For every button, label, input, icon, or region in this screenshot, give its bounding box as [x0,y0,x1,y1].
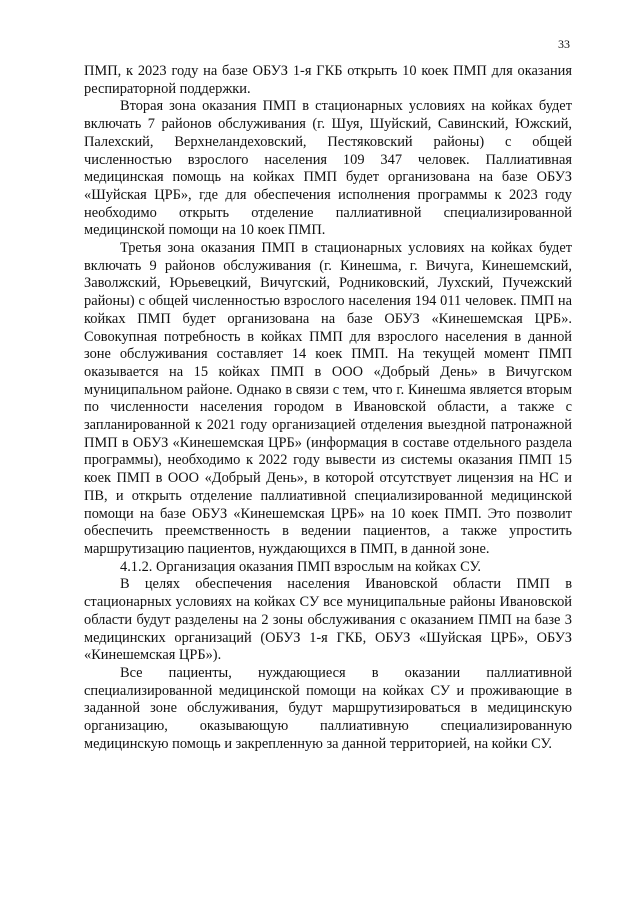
paragraph-su-zones: В целях обеспечения населения Ивановской области ПМП в стационарных условиях на койках СУ все муниципальные районы Ивановской области будут разделены на 2 зоны обслуживания с оказанием ПМП на базе 3 медицинских организаций (ОБУЗ 1-я ГКБ, ОБУЗ «Шуйская ЦРБ», ОБУЗ «Кинешемская ЦРБ»). [84,576,572,664]
paragraph-continuation: ПМП, к 2023 году на базе ОБУЗ 1-я ГКБ открыть 10 коек ПМП для оказания респираторной поддержки. [84,63,572,97]
paragraph-second-zone: Вторая зона оказания ПМП в стационарных условиях на койках будет включать 7 районов обслуживания (г. Шуя, Шуйский, Савинский, Южский, Палехский, Верхнеландеховский, Пестяковский районы) с общей численностью взрослого населения 109 347 человек. Паллиативная медицинская помощь на койках ПМП будет организована на базе ОБУЗ «Шуйская ЦРБ», где для обеспечения исполнения программы к 2023 году необходимо открыть отделение паллиативной специализированной медицинской помощи на 10 коек ПМП. [84,98,572,239]
paragraph-third-zone: Третья зона оказания ПМП в стационарных условиях на койках будет включать 9 районов обслуживания (г. Кинешма, г. Вичуга, Кинешемский, Заволжский, Юрьевецкий, Вичугский, Родниковский, Лухский, Пучежский районы) с общей численностью взрослого населения 194 011 человек. ПМП на койках ПМП будет организована на базе ОБУЗ «Кинешемская ЦРБ». Совокупная потребность в койках ПМП для взрослого населения в данной зоне обслуживания составляет 14 коек ПМП. На текущей момент ПМП оказывается на 15 койках ПМП в ООО «Добрый День» в Вичугском муниципальном районе. Однако в связи с тем, что г. Кинешма является вторым по численности населения городом в Ивановской области, а также с запланированной к 2021 году организацией отделения выездной патронажной ПМП в ОБУЗ «Кинешемская ЦРБ» (информация в составе отдельного раздела программы), необходимо к 2022 году вывести из системы оказания ПМП 15 коек ПМП в ООО «Добрый День», в которой отсутствует лицензия на НС и ПВ, и открыть отделение паллиативной специализированной медицинской помощи на базе ОБУЗ «Кинешемская ЦРБ» на 10 коек ПМП. Это позволит обеспечить преемственность в ведении пациентов, а также упростить маршрутизацию пациентов, нуждающихся в ПМП, в данной зоне. [84,240,572,557]
document-body [84,63,572,753]
section-heading-4-1-2: 4.1.2. Организация оказания ПМП взрослым на койках СУ. [120,558,481,575]
paragraph-patient-routing: Все пациенты, нуждающиеся в оказании паллиативной специализированной медицинской помощи на койках СУ и проживающие в заданной зоне обслуживания, будут маршрутизироваться в медицинскую организацию, оказывающую паллиативную специализированную медицинскую помощь и закрепленную за данной территорией, на койки СУ. [84,664,572,752]
page-number: 33 [558,37,570,51]
